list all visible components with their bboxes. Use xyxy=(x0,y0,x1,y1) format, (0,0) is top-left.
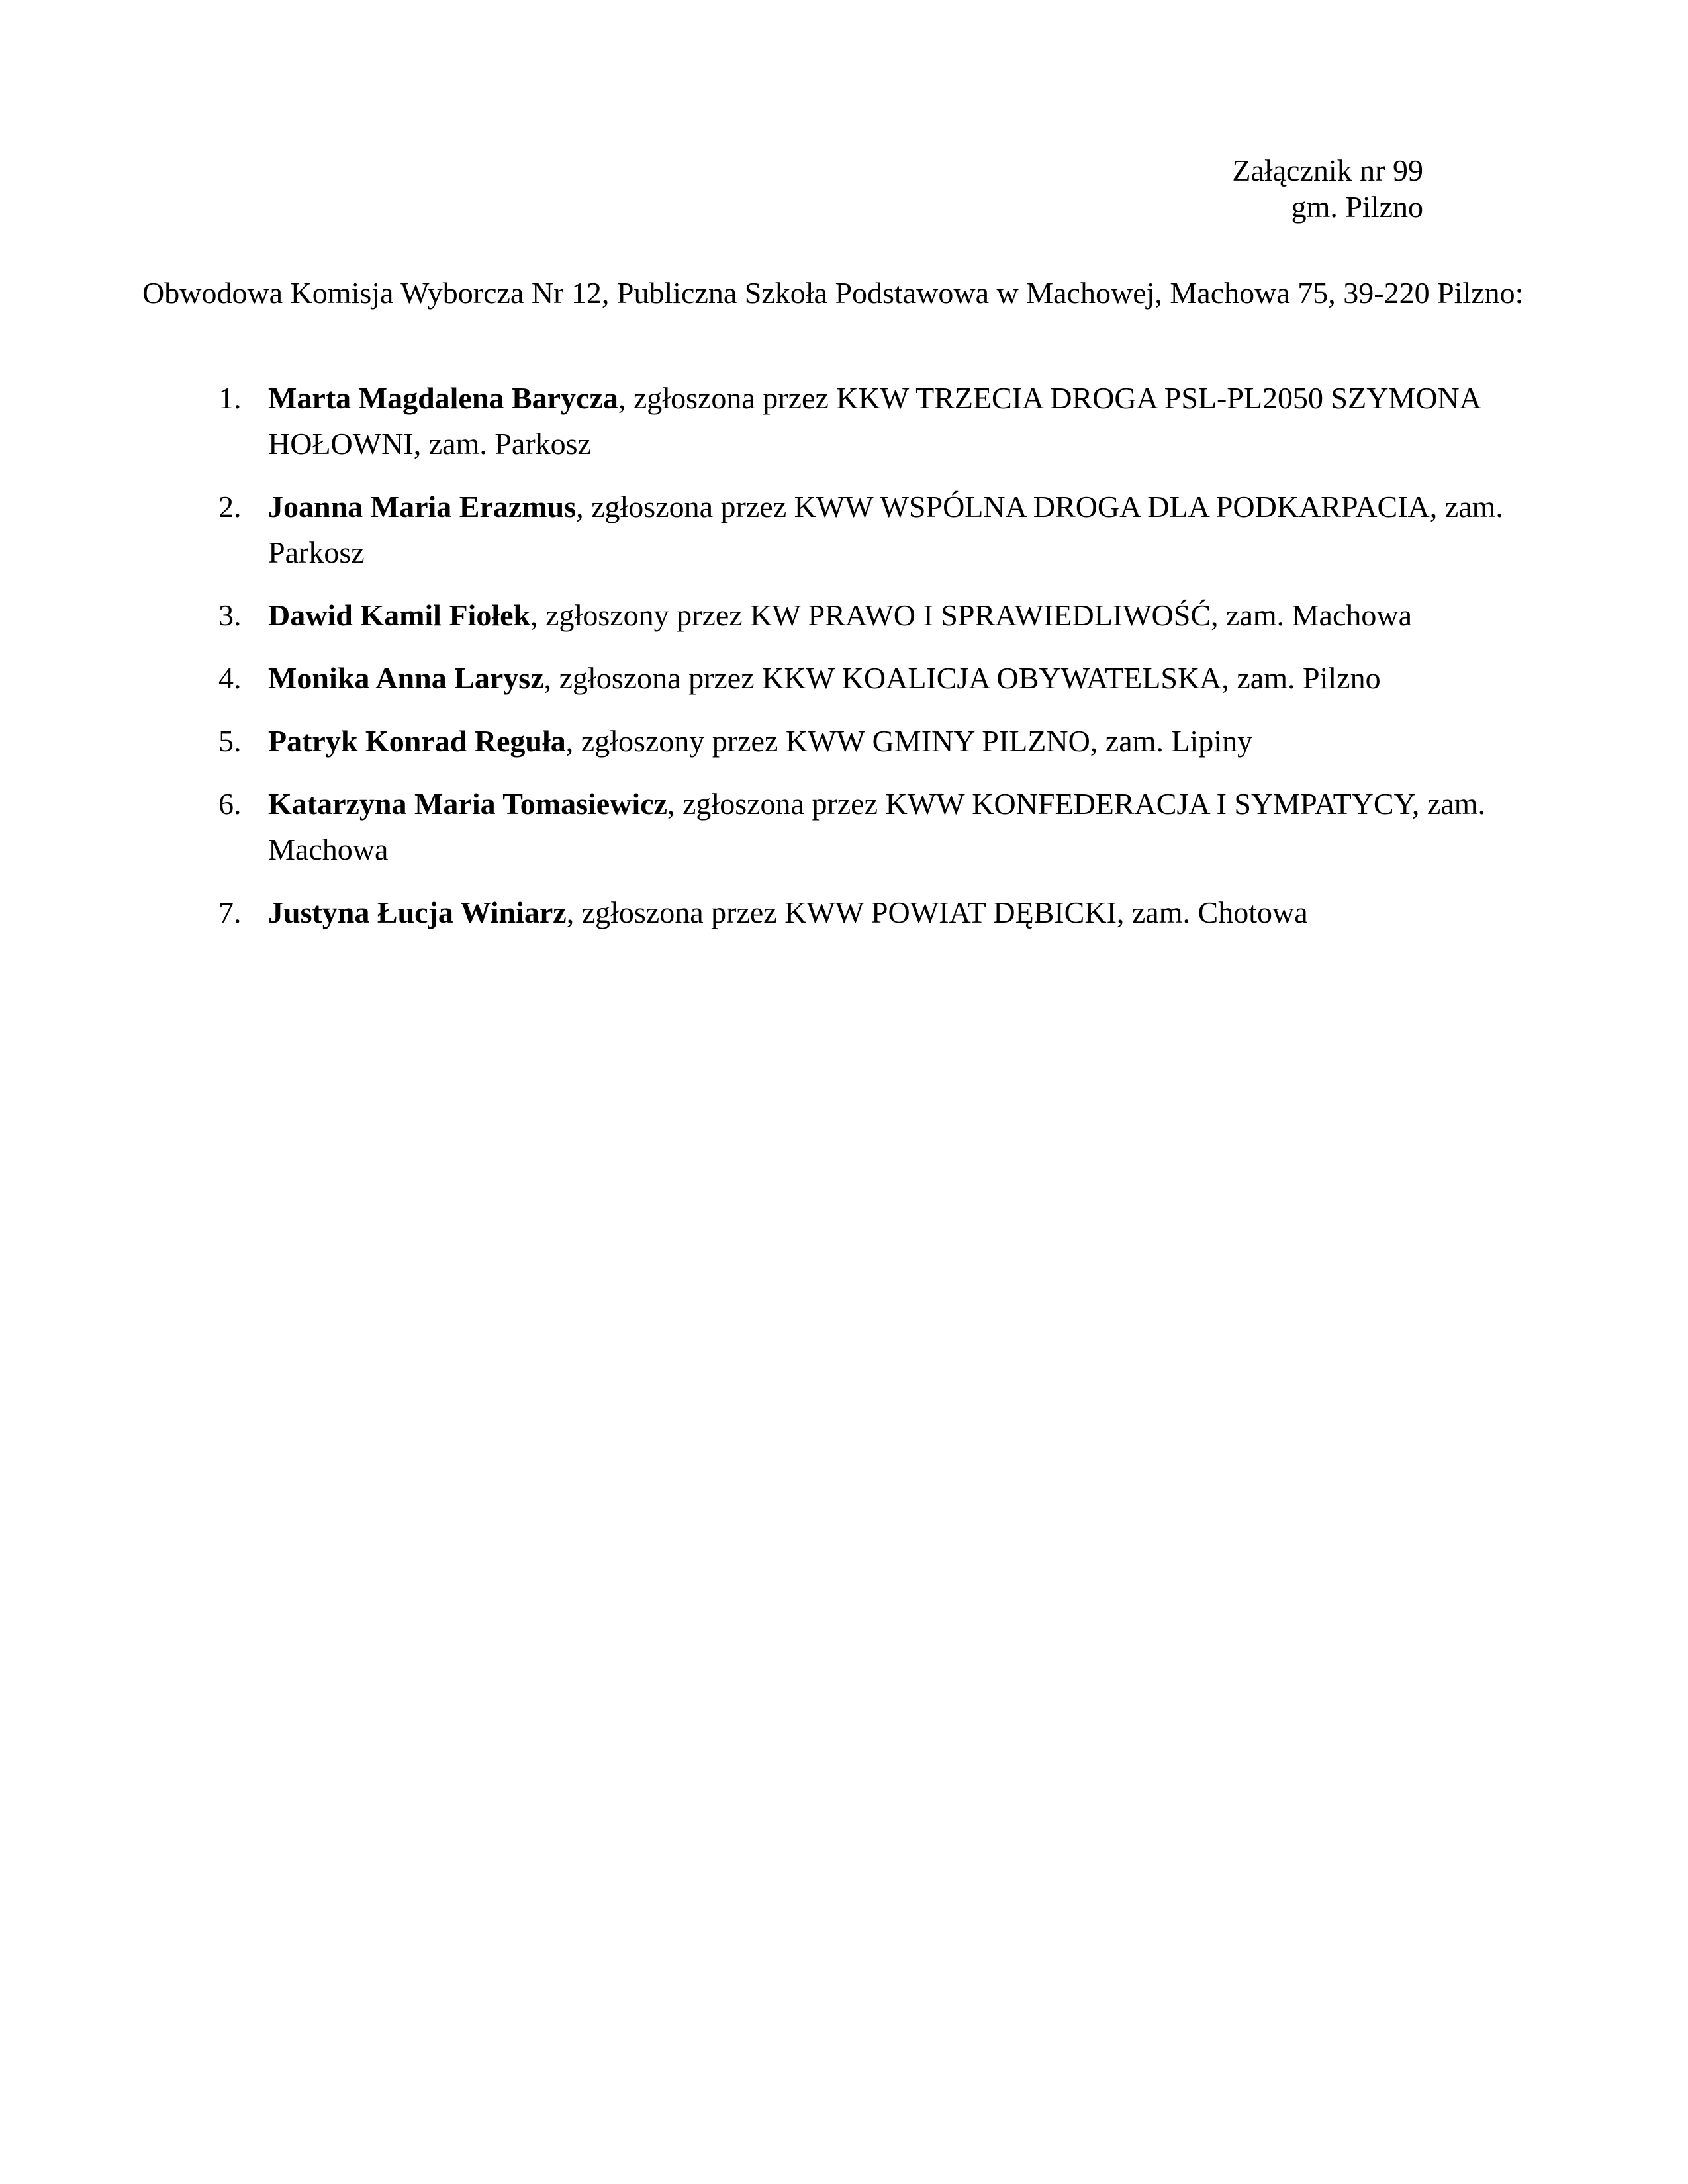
member-name: Marta Magdalena Barycza xyxy=(268,381,618,416)
commission-intro-paragraph: Obwodowa Komisja Wyborcza Nr 12, Publiczna Szkoła Podstawowa w Machowej, Machowa 75, 39-220 Pilzno: xyxy=(142,276,1524,310)
member-name: Justyna Łucja Winiarz xyxy=(268,895,567,930)
member-number: 2. xyxy=(218,490,242,524)
member-details: , zgłoszony przez KW PRAWO I SPRAWIEDLIWOŚĆ, zam. Machowa xyxy=(530,598,1413,633)
member-name: Patryk Konrad Reguła xyxy=(268,724,566,758)
member-number: 3. xyxy=(218,598,242,633)
member-name: Katarzyna Maria Tomasiewicz xyxy=(268,787,668,821)
member-list-item xyxy=(142,781,1542,872)
member-list xyxy=(142,375,1542,935)
member-list-item xyxy=(142,718,1542,764)
member-list-item xyxy=(142,889,1542,935)
member-number: 6. xyxy=(218,787,242,821)
municipality-label: gm. Pilzno xyxy=(1291,190,1423,224)
attachment-label: Załącznik nr 99 xyxy=(1232,154,1423,187)
member-details: , zgłoszona przez KWW WSPÓLNA DROGA DLA PODKARPACIA, zam. Parkosz xyxy=(268,490,1503,570)
member-details: , zgłoszona przez KWW KONFEDERACJA I SYMPATYCY, zam. Machowa xyxy=(268,787,1485,867)
member-number: 1. xyxy=(218,381,242,416)
member-number: 5. xyxy=(218,724,242,758)
member-list-item xyxy=(142,592,1542,638)
member-details: , zgłoszona przez KWW POWIAT DĘBICKI, zam. Chotowa xyxy=(566,895,1308,930)
member-details: , zgłoszony przez KWW GMINY PILZNO, zam. Lipiny xyxy=(565,724,1253,758)
member-name: Joanna Maria Erazmus xyxy=(268,490,577,524)
member-number: 7. xyxy=(218,895,242,930)
member-list-item xyxy=(142,484,1542,575)
member-list-item xyxy=(142,655,1542,701)
member-list-item xyxy=(142,375,1542,467)
member-details: , zgłoszona przez KKW TRZECIA DROGA PSL-PL2050 SZYMONA HOŁOWNI, zam. Parkosz xyxy=(268,381,1480,461)
member-name: Monika Anna Larysz xyxy=(268,661,544,696)
member-name: Dawid Kamil Fiołek xyxy=(268,598,531,633)
member-number: 4. xyxy=(218,661,242,696)
header-block xyxy=(142,152,1423,225)
member-details: , zgłoszona przez KKW KOALICJA OBYWATELSKA, zam. Pilzno xyxy=(543,661,1381,696)
